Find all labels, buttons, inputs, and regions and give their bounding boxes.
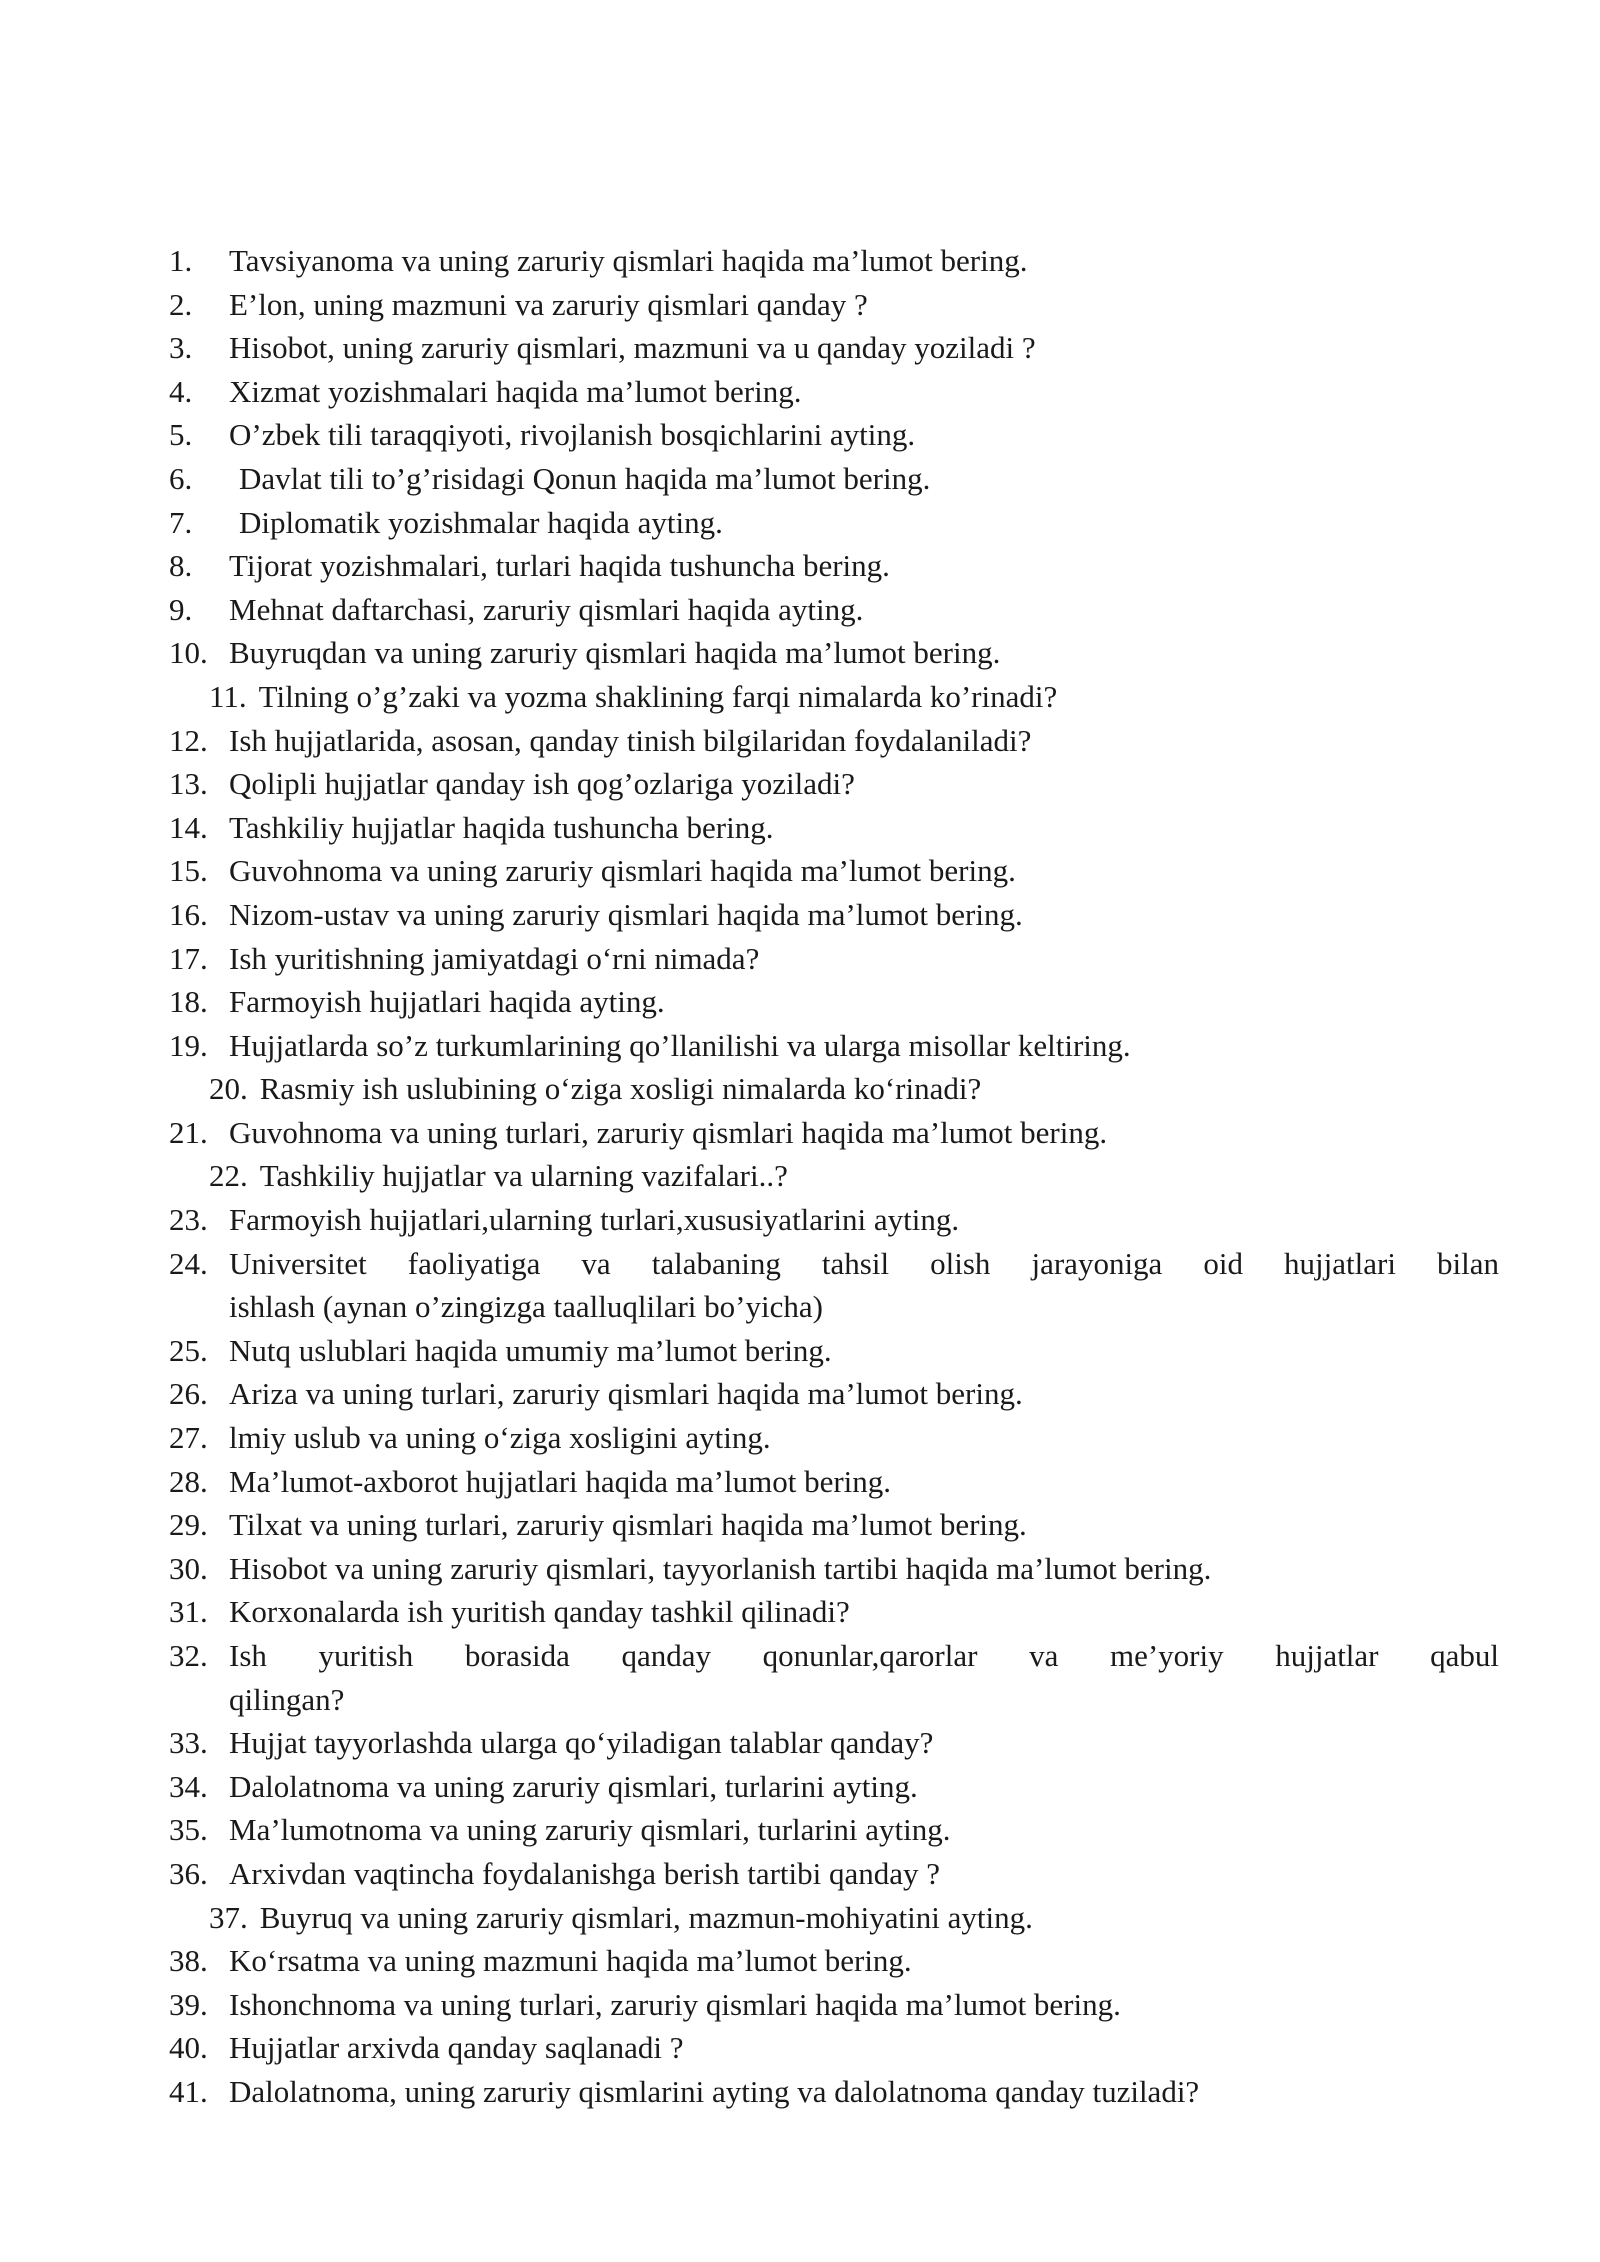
item-text: Ma’lumotnoma va uning zaruriy qismlari, turlarini ayting. <box>229 1812 951 1848</box>
item-number: 33. <box>169 1725 208 1761</box>
item-text: lmiy uslub va uning o‘ziga xosligini ayting. <box>229 1420 771 1456</box>
list-item <box>169 1503 1499 1547</box>
item-number: 40. <box>169 2030 208 2066</box>
list-item <box>169 1590 1499 1634</box>
item-text: Xizmat yozishmalari haqida ma’lumot bering. <box>229 373 802 409</box>
item-number: 38. <box>169 1943 208 1979</box>
list-item <box>169 239 1499 283</box>
item-text: Buyruq va uning zaruriy qismlari, mazmun-mohiyatini ayting. <box>259 1899 1033 1935</box>
item-number: 3. <box>169 330 193 366</box>
list-item <box>169 893 1499 937</box>
item-text <box>229 1634 1499 1721</box>
item-text: Tashkiliy hujjatlar va ularning vazifalari..? <box>259 1158 788 1194</box>
item-text: Guvohnoma va uning turlari, zaruriy qismlari haqida ma’lumot bering. <box>229 1114 1108 1150</box>
item-number: 14. <box>169 809 208 845</box>
item-text: Farmoyish hujjatlari,ularning turlari,xususiyatlarini ayting. <box>229 1202 960 1238</box>
item-number: 24. <box>169 1245 208 1281</box>
list-item <box>169 370 1499 414</box>
item-text: Dalolatnoma, uning zaruriy qismlarini ayting va dalolatnoma qanday tuziladi? <box>229 2073 1200 2109</box>
item-text: Hujjatlarda so’z turkumlarining qo’llanilishi va ularga misollar keltiring. <box>229 1027 1131 1063</box>
item-text: Farmoyish hujjatlari haqida ayting. <box>229 984 665 1020</box>
item-number: 15. <box>169 853 208 889</box>
item-text: Hisobot, uning zaruriy qismlari, mazmuni va u qanday yoziladi ? <box>229 330 1036 366</box>
item-text: Tashkiliy hujjatlar haqida tushuncha bering. <box>229 809 774 845</box>
list-item <box>169 1808 1499 1852</box>
item-text: Nizom-ustav va uning zaruriy qismlari haqida ma’lumot bering. <box>229 896 1023 932</box>
item-number: 39. <box>169 1986 208 2022</box>
list-item <box>169 1242 1499 1329</box>
item-number: 32. <box>169 1638 208 1673</box>
item-text: Tilxat va uning turlari, zaruriy qismlari haqida ma’lumot bering. <box>229 1507 1027 1543</box>
item-text: Ishonchnoma va uning turlari, zaruriy qismlari haqida ma’lumot bering. <box>229 1986 1121 2022</box>
list-item <box>169 588 1499 632</box>
item-text: Arxivdan vaqtincha foydalanishga berish tartibi qanday ? <box>229 1855 941 1891</box>
list-item <box>169 1067 1499 1111</box>
item-text: Qolipli hujjatlar qanday ish qog’ozlariga yoziladi? <box>229 766 855 802</box>
item-text: Hujjatlar arxivda qanday saqlanadi ? <box>229 2030 684 2066</box>
item-text: Guvohnoma va uning zaruriy qismlari haqida ma’lumot bering. <box>229 853 1016 889</box>
item-number: 22. <box>209 1158 248 1194</box>
item-number: 29. <box>169 1507 208 1543</box>
item-text-line-1: Universitet faoliyatiga va talabaning tahsil olish jarayoniga oid hujjatlari bilan <box>229 1245 1499 1281</box>
item-text: Mehnat daftarchasi, zaruriy qismlari haqida ayting. <box>229 591 864 627</box>
item-text: Ish hujjatlarida, asosan, qanday tinish bilgilaridan foydalaniladi? <box>229 722 1032 758</box>
item-number: 12. <box>169 722 208 758</box>
item-text: Ko‘rsatma va uning mazmuni haqida ma’lumot bering. <box>229 1943 912 1979</box>
item-text: Davlat tili to’g’risidagi Qonun haqida ma’lumot bering. <box>239 460 931 496</box>
item-number: 26. <box>169 1376 208 1412</box>
item-number: 4. <box>169 373 193 409</box>
item-text-line-2: qilingan? <box>229 1681 345 1717</box>
item-number: 9. <box>169 591 193 627</box>
item-number: 11. <box>209 678 247 714</box>
item-number: 30. <box>169 1550 208 1586</box>
item-number: 28. <box>169 1463 208 1499</box>
list-item <box>169 457 1499 501</box>
item-number: 13. <box>169 766 208 802</box>
item-number: 16. <box>169 896 208 932</box>
list-item <box>169 1547 1499 1591</box>
list-item <box>169 675 1499 719</box>
list-item <box>169 1983 1499 2027</box>
item-text: Buyruqdan va uning zaruriy qismlari haqida ma’lumot bering. <box>229 635 1001 671</box>
list-item <box>169 1460 1499 1504</box>
item-number: 19. <box>169 1027 208 1063</box>
list-item <box>169 544 1499 588</box>
question-list <box>169 239 1499 2114</box>
item-text: Nutq uslublari haqida umumiy ma’lumot bering. <box>229 1332 832 1368</box>
item-number: 25. <box>169 1332 208 1368</box>
list-item <box>169 326 1499 370</box>
item-text: O’zbek tili taraqqiyoti, rivojlanish bosqichlarini ayting. <box>229 417 916 453</box>
item-text: Dalolatnoma va uning zaruriy qismlari, turlarini ayting. <box>229 1768 918 1804</box>
list-item <box>169 849 1499 893</box>
item-text: Korxonalarda ish yuritish qanday tashkil qilinadi? <box>229 1594 850 1630</box>
item-text: Tilning o’g’zaki va yozma shaklining farqi nimalarda ko’rinadi? <box>258 678 1058 714</box>
list-item <box>169 1372 1499 1416</box>
list-item <box>169 1198 1499 1242</box>
item-number: 2. <box>169 286 193 322</box>
item-number: 7. <box>169 504 193 540</box>
list-item <box>169 980 1499 1024</box>
item-number: 5. <box>169 417 193 453</box>
item-text-line-1: Ish yuritish borasida qanday qonunlar,qarorlar va me’yoriy hujjatlar qabul <box>229 1638 1499 1673</box>
item-text: Tavsiyanoma va uning zaruriy qismlari haqida ma’lumot bering. <box>229 243 1028 278</box>
list-item <box>169 1024 1499 1068</box>
item-text: Diplomatik yozishmalar haqida ayting. <box>239 504 723 540</box>
item-number: 21. <box>169 1114 208 1150</box>
item-number: 37. <box>209 1899 248 1935</box>
list-item <box>169 2070 1499 2114</box>
item-number: 10. <box>169 635 208 671</box>
item-text: Ma’lumot-axborot hujjatlari haqida ma’lumot bering. <box>229 1463 892 1499</box>
list-item <box>169 719 1499 763</box>
item-number: 41. <box>169 2073 208 2109</box>
item-number: 8. <box>169 548 193 584</box>
item-text-line-2: ishlash (aynan o’zingizga taalluqlilari bo’yicha) <box>229 1289 823 1325</box>
list-item <box>169 283 1499 327</box>
item-text: Rasmiy ish uslubining o‘ziga xosligi nimalarda ko‘rinadi? <box>259 1071 982 1107</box>
item-number: 35. <box>169 1812 208 1848</box>
list-item <box>169 1154 1499 1198</box>
item-text: Hujjat tayyorlashda ularga qo‘yiladigan talablar qanday? <box>229 1725 934 1761</box>
item-number: 34. <box>169 1768 208 1804</box>
item-number: 36. <box>169 1855 208 1891</box>
item-number: 18. <box>169 984 208 1020</box>
item-number: 6. <box>169 460 193 496</box>
list-item <box>169 937 1499 981</box>
list-item <box>169 1721 1499 1765</box>
item-number: 1. <box>169 243 193 278</box>
item-number: 23. <box>169 1202 208 1238</box>
list-item <box>169 762 1499 806</box>
list-item <box>169 1765 1499 1809</box>
list-item <box>169 806 1499 850</box>
list-item <box>169 1111 1499 1155</box>
list-item <box>169 1416 1499 1460</box>
list-item <box>169 631 1499 675</box>
list-item <box>169 1634 1499 1721</box>
item-number: 27. <box>169 1420 208 1456</box>
list-item <box>169 1329 1499 1373</box>
list-item <box>169 1852 1499 1896</box>
item-text: Ariza va uning turlari, zaruriy qismlari haqida ma’lumot bering. <box>229 1376 1023 1412</box>
item-text: Tijorat yozishmalari, turlari haqida tushuncha bering. <box>229 548 890 584</box>
item-number: 31. <box>169 1594 208 1630</box>
list-item <box>169 501 1499 545</box>
list-item <box>169 1896 1499 1940</box>
item-number: 17. <box>169 940 208 976</box>
list-item <box>169 1939 1499 1983</box>
list-item <box>169 413 1499 457</box>
item-text: Ish yuritishning jamiyatdagi o‘rni nimada? <box>229 940 760 976</box>
item-text: E’lon, uning mazmuni va zaruriy qismlari qanday ? <box>229 286 868 322</box>
item-number: 20. <box>209 1071 248 1107</box>
item-text <box>229 1242 1499 1329</box>
list-item <box>169 2026 1499 2070</box>
item-text: Hisobot va uning zaruriy qismlari, tayyorlanish tartibi haqida ma’lumot bering. <box>229 1550 1212 1586</box>
